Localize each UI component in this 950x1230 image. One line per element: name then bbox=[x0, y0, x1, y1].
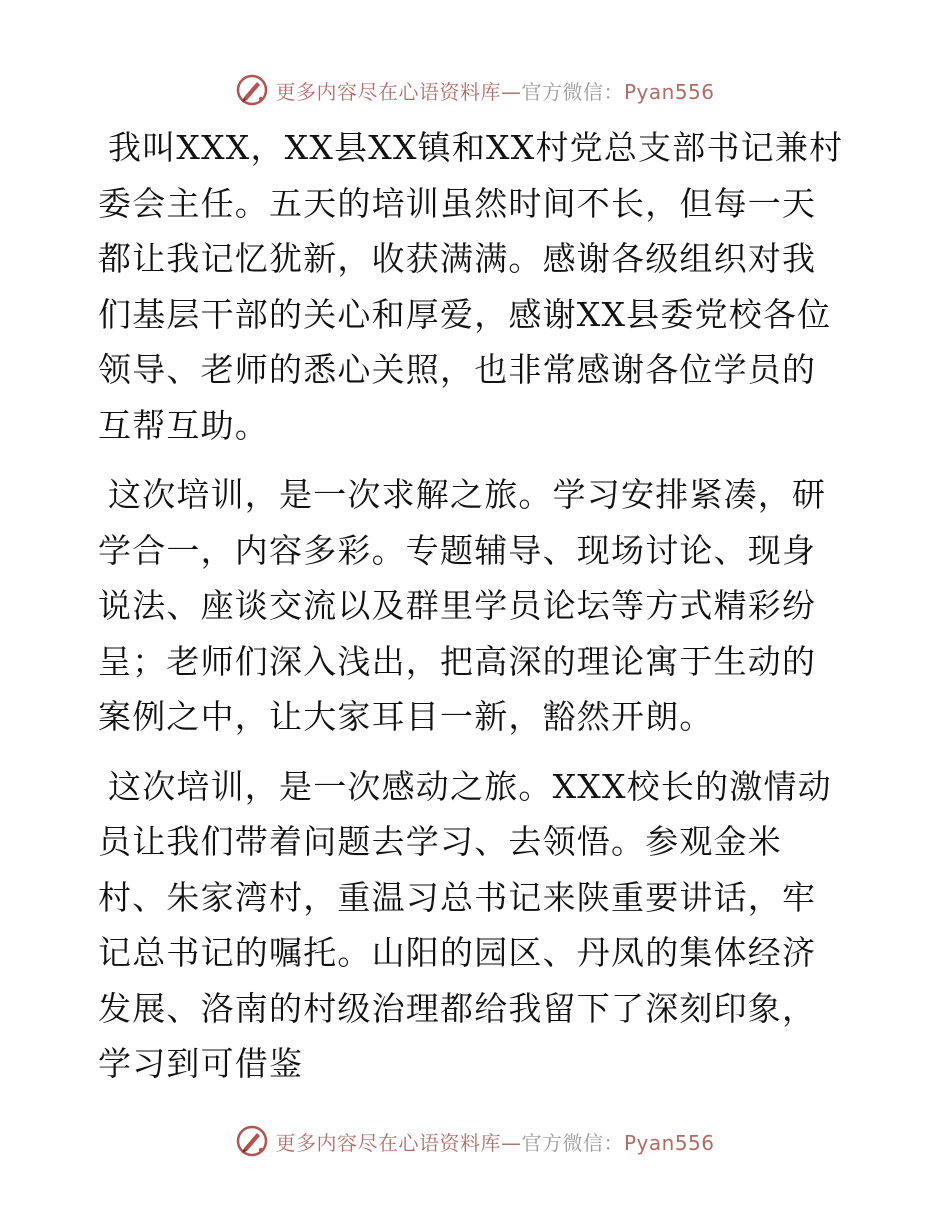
header-banner bbox=[0, 70, 950, 110]
banner-main-text: 更多内容尽在心语资料库 bbox=[275, 79, 501, 104]
footer-banner bbox=[0, 1121, 950, 1161]
banner-wechat-id: Pyan556 bbox=[623, 1130, 715, 1155]
banner-separator: — bbox=[500, 79, 522, 104]
document-body bbox=[98, 120, 850, 1092]
banner-wechat-id: Pyan556 bbox=[623, 79, 715, 104]
banner-wechat-label: 官方微信： bbox=[521, 79, 624, 104]
banner-wechat-label: 官方微信： bbox=[521, 1130, 624, 1155]
banner-text bbox=[275, 76, 714, 105]
pen-circle-logo-icon bbox=[235, 1124, 269, 1158]
paragraph-3: 这次培训，是一次感动之旅。XXX校长的激情动员让我们带着问题去学习、去领悟。参观金米村、朱家湾村，重温习总书记来陕重要讲话，牢记总书记的嘱托。山阳的园区、丹凤的集体经济发展、洛南的村级治理都给我留下了深刻印象，学习到可借鉴 bbox=[98, 766, 832, 1083]
banner-separator: — bbox=[500, 1130, 522, 1155]
banner-content bbox=[235, 73, 714, 107]
banner-content bbox=[235, 1124, 714, 1158]
banner-main-text: 更多内容尽在心语资料库 bbox=[275, 1130, 501, 1155]
banner-text bbox=[275, 1127, 714, 1156]
paragraph-1: 我叫XXX，XX县XX镇和XX村党总支部书记兼村委会主任。五天的培训虽然时间不长，但每一天都让我记忆犹新，收获满满。感谢各级组织对我们基层干部的关心和厚爱，感谢XX县委党校各位领导、老师的悉心关照，也非常感谢各位学员的互帮互助。 bbox=[98, 128, 844, 445]
paragraph-2: 这次培训，是一次求解之旅。学习安排紧凑，研学合一，内容多彩。专题辅导、现场讨论、现身说法、座谈交流以及群里学员论坛等方式精彩纷呈；老师们深入浅出，把高深的理论寓于生动的案例之中，让大家耳目一新，豁然开朗。 bbox=[98, 475, 827, 736]
pen-circle-logo-icon bbox=[235, 73, 269, 107]
